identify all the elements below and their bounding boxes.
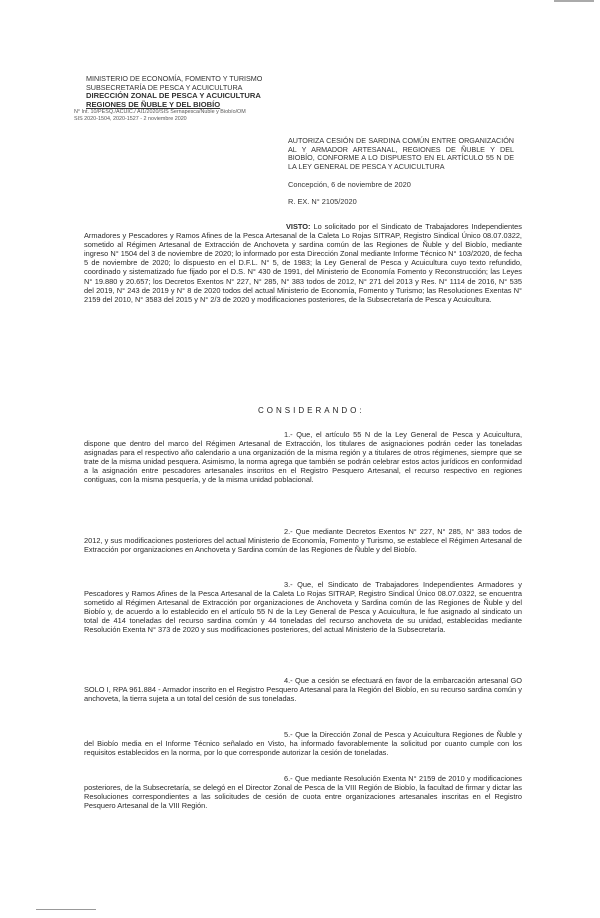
regions-name: REGIONES DE ÑUBLE Y DEL BIOBÍO xyxy=(86,99,221,109)
visto-paragraph xyxy=(84,222,522,304)
footer-line xyxy=(36,909,96,910)
document-subject: AUTORIZA CESIÓN DE SARDINA COMÚN ENTRE ORGANIZACIÓN AL Y ARMADOR ARTESANAL, REGIONES DE ÑUBLE Y DEL BIOBÍO, CONFORME A LO DISPUESTO EN EL ARTÍCULO 55 N DE LA LEY GENERAL DE PESCA Y ACUICULTURA xyxy=(288,136,514,171)
reference-line-2: SIS 2020-1504, 2020-1527 - 2 noviembre 2020 xyxy=(74,116,187,123)
considerando-heading: CONSIDERANDO: xyxy=(258,406,365,415)
visto-text: Lo solicitado por el Sindicato de Trabajadores Independientes Armadores y Pescadores y Ramos Afines de la Pesca Artesanal de la Caleta Lo Rojas SITRAP, Registro Sindical Único 08.07.0322, sometido al Régimen Artesanal de Extracción de Anchoveta y sardina común de las Regiones de Ñuble y del Biobío, mediante ingreso N° 1504 del 3 de noviembre de 2020; lo informado por esta Dirección Zonal mediante Informe Técnico N° 103/2020, de fecha 5 de noviembre de 2020; lo dispuesto en el D.F.L. N° 5, de 1983; la Ley General de Pesca y Acuicultura cuyo texto refundido, coordinado y sistematizado fue fijado por el D.S. N° 430 de 1991, del Ministerio de Economía Fomento y Reconstrucción; las Leyes N° 19.880 y 20.657; los Decretos Exentos N° 227, N° 285, N° 383 todos de 2012, N° 271 del 2013 y Res. N° 1114 de 2016, N° 535 del 2019, N° 243 de 2019 y N° 8 de 2020 todos del actual Ministerio de Economía, Fomento y Turismo; las Resoluciones Exentas N° 2159 del 2010, N° 3583 del 2015 y N° 2/3 de 2020 y modificaciones posteriores, de la Subsecretaría de Pesca y Acuicultura. xyxy=(84,222,522,304)
considerando-6: 6.- Que mediante Resolución Exenta N° 2159 de 2010 y modificaciones posteriores, de la Subsecretaría, se delegó en el Director Zonal de Pesca de la VIII Región de Biobío, la facultad de firmar y dictar las Resoluciones correspondientes a las solicitudes de cesión de cuota entre organizaciones artesanales inscritas en el Registro Pesquero Artesanal de la VIII Región. xyxy=(84,774,522,811)
considerando-4: 4.- Que a cesión se efectuará en favor de la embarcación artesanal GO SOLO I, RPA 961.884 - Armador inscrito en el Registro Pesquero Artesanal para la Región del Biobío, en su recurso sardina común y anchoveta, la tierra sujeta a un total del cesión de sus toneladas. xyxy=(84,676,522,704)
letterhead xyxy=(74,74,326,123)
undersecretariat-name: SUBSECRETARÍA DE PESCA Y ACUICULTURA xyxy=(86,82,243,92)
reference-line-1: N° Int. 10/PESQ./ACUIC./ AI1/2020/SIS Sernapesca/Ñuble y Biobío/OM xyxy=(74,109,246,116)
considerando-1: 1.- Que, el artículo 55 N de la Ley General de Pesca y Acuicultura, dispone que dentro del marco del Régimen Artesanal de Extracción, los titulares de asignaciones podrán ceder las toneladas asignadas para el respectivo año calendario a una organización de la misma región y a titulares de otros régimenes, siempre que se trate de la misma unidad pesquera. Asimismo, la norma agrega que también se podrán celebrar estos actos jurídicos en conformidad a la asignación entre pescadores artesanales inscritos en el Registro Pesquero Artesanal, el recurso respectivo en regiones contiguas, con la misma pesquería, y de la misma unidad poblacional. xyxy=(84,430,522,485)
considerando-2: 2.- Que mediante Decretos Exentos N° 227, N° 285, N° 383 todos de 2012, y sus modificaciones posteriores del actual Ministerio de Economía, Fomento y Turismo, se establece el Régimen Artesanal de Extracción por organizaciones en Anchoveta y Sardina común de las Regiones de Ñuble y del Biobío. xyxy=(84,527,522,555)
visto-label: VISTO: xyxy=(286,222,311,231)
ministry-name: MINISTERIO DE ECONOMÍA, FOMENTO Y TURISMO xyxy=(86,74,263,83)
considerando-3: 3.- Que, el Sindicato de Trabajadores Independientes Armadores y Pescadores y Ramos Afines de la Pesca Artesanal de la Caleta Lo Rojas SITRAP, Registro Sindical Único 08.07.0322, se encuentra sometido al Régimen Artesanal de Extracción por organizaciones de Anchoveta y Sardina común de las Regiones de Ñuble y del Biobío y, de acuerdo a lo establecido en el artículo 55 N de la Ley General de Pesca y Acuicultura, le fue asignado al sindicato un total de 414 toneladas del recurso sardina común y 44 toneladas del recurso anchoveta de su unidad, establecidas mediante Resolución Exenta N° 373 de 2020 y sus modificaciones posteriores, del actual Ministerio de la Subsecretaría. xyxy=(84,580,522,635)
scan-mark xyxy=(554,0,594,2)
place-date: Concepción, 6 de noviembre de 2020 xyxy=(288,180,411,189)
directorate-name: DIRECCIÓN ZONAL DE PESCA Y ACUICULTURA xyxy=(86,91,261,101)
considerando-5: 5.- Que la Dirección Zonal de Pesca y Acuicultura Regiones de Ñuble y del Biobío media en el Informe Técnico señalado en Visto, ha informado favorablemente la solicitud por cuanto cumple con los requisitos establecidos en la norma, por lo que corresponde autorizar la cesión de toneladas. xyxy=(84,730,522,758)
resolution-number: R. EX. N° 2105/2020 xyxy=(288,197,357,206)
